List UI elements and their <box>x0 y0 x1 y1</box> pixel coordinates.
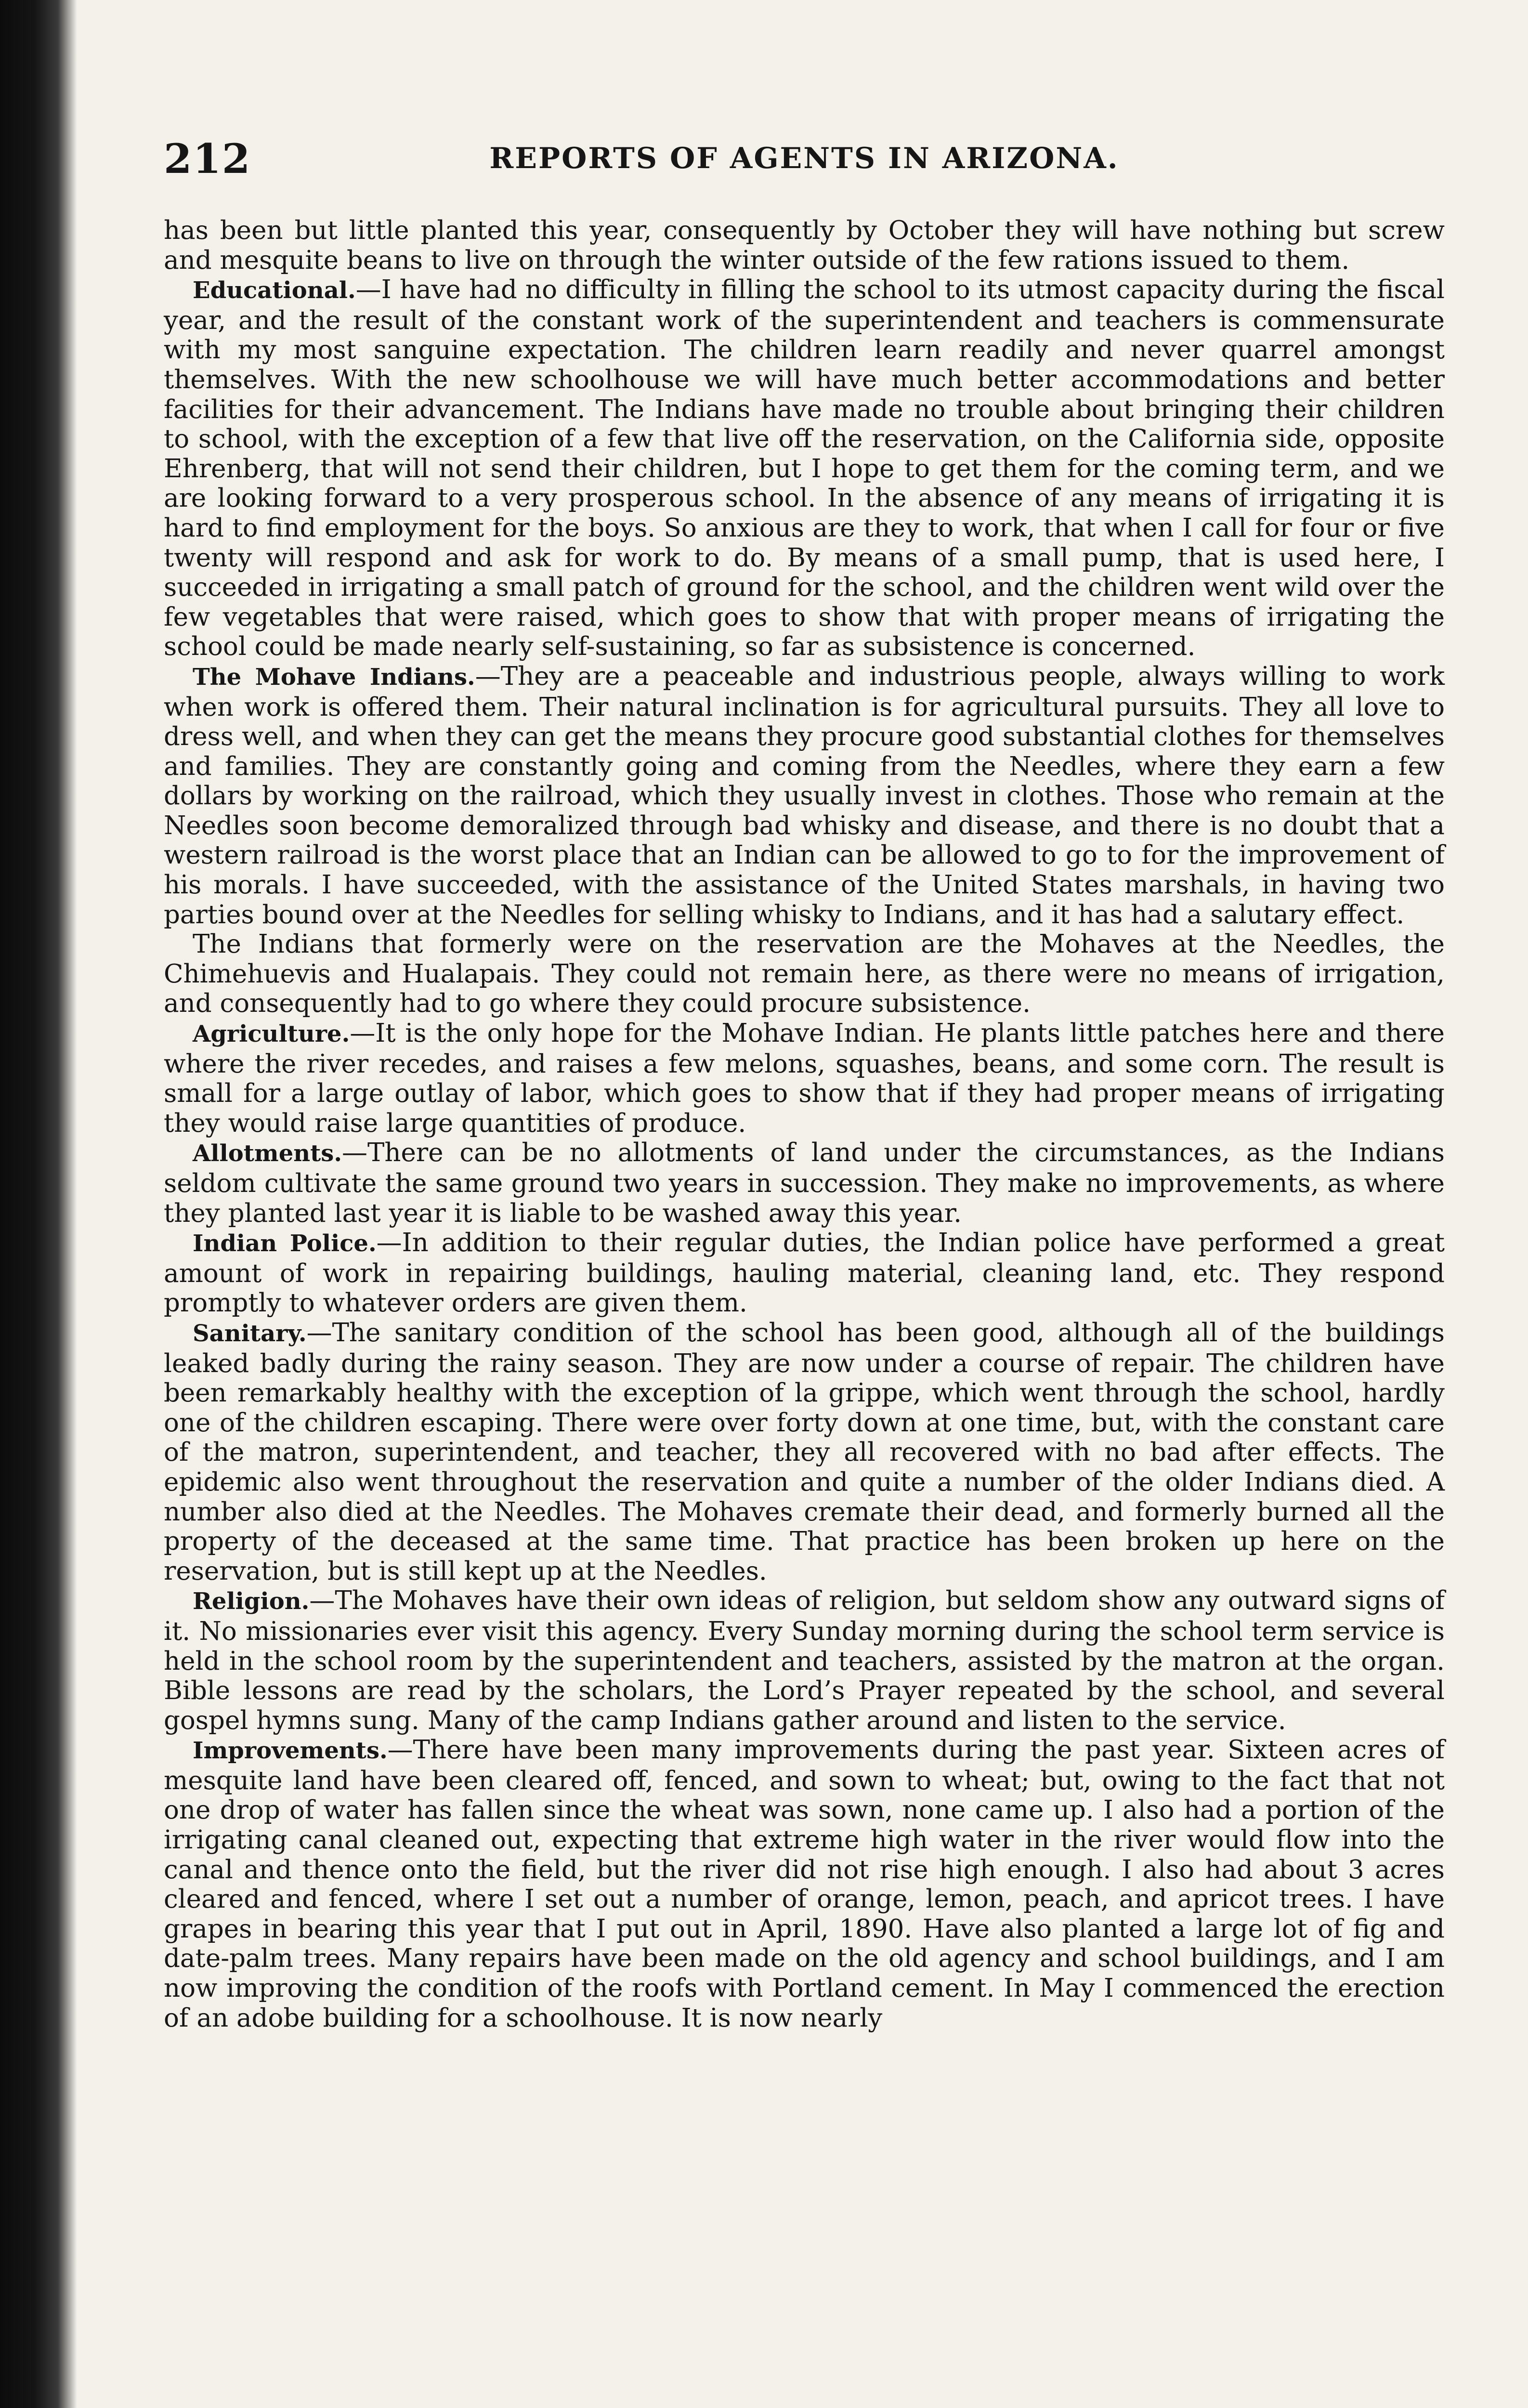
section-heading: Sanitary. <box>193 1320 307 1347</box>
paragraph-text: —I have had no difficulty in filling the school to its utmost capacity during the fiscal year, and the result of the constant work of the superintendent and teachers is commensurate with my most sanguine expectation. The children learn readily and never quarrel amongst themselves. With the new schoolhouse we will have much better accommodations and better facilities for their advancement. The Indians have made no trouble about bringing their children to school, with the exception of a few that live off the reservation, on the California side, opposite Ehrenberg, that will not send their children, but I hope to get them for the coming term, and we are looking forward to a very prosperous school. In the absence of any means of irrigating it is hard to find employment for the boys. So anxious are they to work, that when I call for four or five twenty will respond and ask for work to do. By means of a small pump, that is used here, I succeeded in irrigating a small patch of ground for the school, and the children went wild over the few vegetables that were raised, which goes to show that with proper means of irrigating the school could be made nearly self-sustaining, so far as subsistence is concerned. <box>164 275 1445 662</box>
section-heading: Educational. <box>193 277 356 304</box>
paragraph-religion <box>164 1586 1445 1735</box>
paragraph-text: —There have been many improvements during the past year. Sixteen acres of mesquite land have been cleared off, fenced, and sown to wheat; but, owing to the fact that not one drop of water has fallen since the wheat was sown, none came up. I also had a portion of the irrigating canal cleaned out, expecting that extreme high water in the river would flow into the canal and thence onto the field, but the river did not rise high enough. I also had about 3 acres cleared and fenced, where I set out a number of orange, lemon, peach, and apricot trees. I have grapes in bearing this year that I put out in April, 1890. Have also planted a large lot of fig and date-palm trees. Many repairs have been made on the old agency and school buildings, and I am now improving the condition of the roofs with Portland cement. In May I commenced the erection of an adobe building for a schoolhouse. It is now nearly <box>164 1735 1445 2033</box>
section-heading: Indian Police. <box>193 1230 377 1257</box>
paragraph-improvements <box>164 1735 1445 2033</box>
body-text <box>164 216 1445 2033</box>
section-heading: Allotments. <box>193 1140 342 1167</box>
paragraph-educational <box>164 275 1445 662</box>
paragraph-text: —It is the only hope for the Mohave Indian. He plants little patches here and there where the river recedes, and raises a few melons, squashes, beans, and some corn. The result is small for a large outlay of labor, which goes to show that if they had proper means of irrigating they would raise large quantities of produce. <box>164 1019 1445 1138</box>
page-header <box>164 135 1445 188</box>
paragraph-text: —The sanitary condition of the school has been good, although all of the buildings leaked badly during the rainy season. They are now under a course of repair. The children have been remarkably healthy with the exception of la grippe, which went through the school, hardly one of the children escaping. There were over forty down at one time, but, with the constant care of the matron, superintendent, and teacher, they all recovered with no bad after effects. The epidemic also went throughout the reservation and quite a number of the older Indians died. A number also died at the Needles. The Mohaves cremate their dead, and formerly burned all the property of the deceased at the same time. That practice has been broken up here on the reservation, but is still kept up at the Needles. <box>164 1318 1445 1586</box>
paragraph-text: —The Mohaves have their own ideas of religion, but seldom show any outward signs of it. No missionaries ever visit this agency. Every Sunday morning during the school term service is held in the school room by the superintendent and teachers, assisted by the matron at the organ. Bible lessons are read by the scholars, the Lord’s Prayer repeated by the school, and several gospel hymns sung. Many of the camp Indians gather around and listen to the service. <box>164 1586 1445 1735</box>
paragraph-continuation <box>164 216 1445 275</box>
section-heading: Religion. <box>193 1588 310 1615</box>
section-heading: Agriculture. <box>193 1021 350 1048</box>
paragraph-text: The Indians that formerly were on the reservation are the Mohaves at the Needles, the Chimehuevis and Hualapais. They could not remain here, as there were no means of irrigation, and consequently had to go where they could procure subsistence. <box>164 929 1445 1019</box>
scan-edge-left <box>0 0 77 2408</box>
paragraph-text: has been but little planted this year, consequently by October they will have nothing but screw and mesquite beans to live on through the winter outside of the few rations issued to them. <box>164 216 1445 275</box>
paragraph-former-residents <box>164 929 1445 1019</box>
paragraph-agriculture <box>164 1019 1445 1138</box>
section-heading: The Mohave Indians. <box>193 663 475 691</box>
running-head: REPORTS OF AGENTS IN ARIZONA. <box>489 142 1119 175</box>
paragraph-text: —There can be no allotments of land under the circumstances, as the Indians seldom cultivate the same ground two years in succession. They make no improvements, as where they planted last year it is liable to be washed away this year. <box>164 1138 1445 1228</box>
paragraph-indian-police <box>164 1228 1445 1318</box>
paragraph-sanitary <box>164 1318 1445 1586</box>
paragraph-text: —They are a peaceable and industrious people, always willing to work when work is offered them. Their natural inclination is for agricultural pursuits. They all love to dress well, and when they can get the means they procure good substantial clothes for themselves and families. They are constantly going and coming from the Needles, where they earn a few dollars by working on the railroad, which they usually invest in clothes. Those who remain at the Needles soon become demoralized through bad whisky and disease, and there is no doubt that a western railroad is the worst place that an Indian can be allowed to go to for the improvement of his morals. I have succeeded, with the assistance of the United States marshals, in having two parties bound over at the Needles for selling whisky to Indians, and it has had a salutary effect. <box>164 661 1445 929</box>
paragraph-text: —In addition to their regular duties, the Indian police have performed a great amount of work in repairing buildings, hauling material, cleaning land, etc. They respond promptly to whatever orders are given them. <box>164 1228 1445 1318</box>
paragraph-allotments <box>164 1138 1445 1228</box>
page-number: 212 <box>164 135 251 183</box>
paragraph-mohave-indians <box>164 662 1445 929</box>
section-heading: Improvements. <box>193 1737 388 1765</box>
